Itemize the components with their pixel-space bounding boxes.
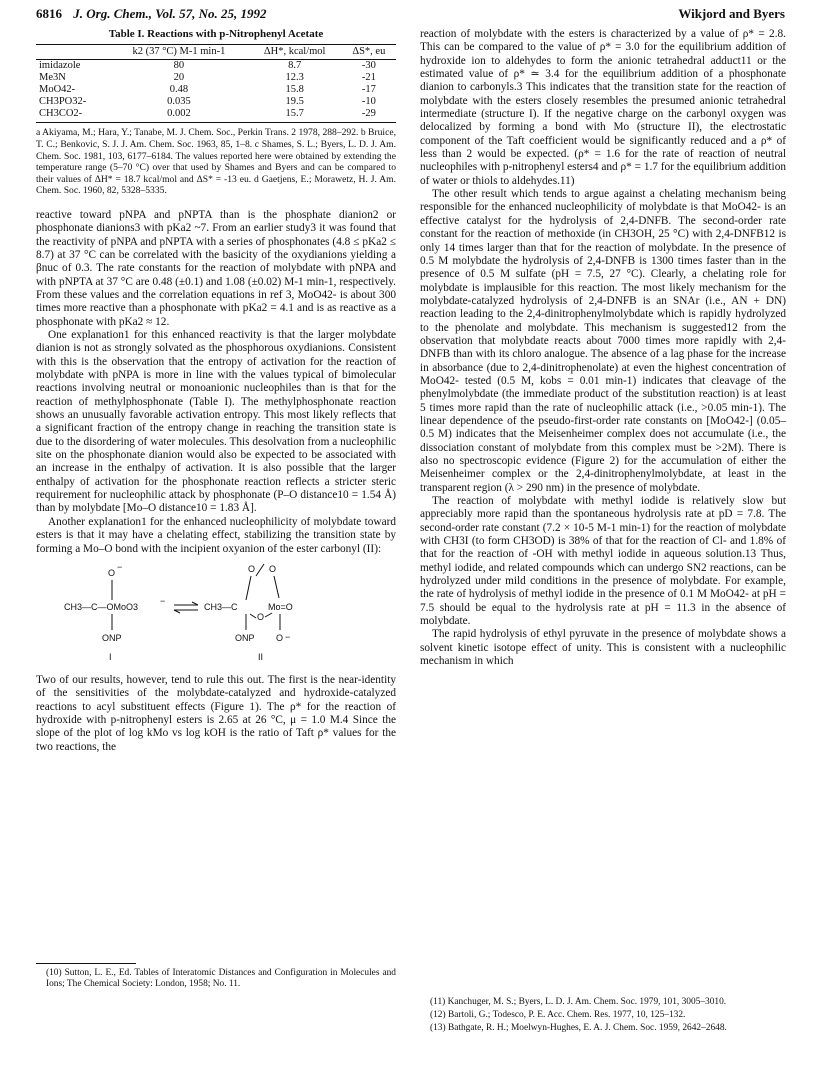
struct1-o-top: O: [108, 567, 116, 578]
struct2-label: II: [258, 651, 264, 662]
table-cell: 0.48: [169, 84, 189, 96]
table-header-cell: k2 (37 °C) M-1 min-1: [110, 45, 248, 60]
page-number: 6816: [36, 6, 62, 21]
footnote: (13) Bathgate, R. H.; Moelwyn-Hughes, E. A. J. Chem. Soc. 1959, 2642–2648.: [430, 1023, 727, 1034]
table-cell: 12.3: [285, 72, 304, 84]
table-cell: 0.035: [167, 96, 191, 108]
table-cell: -29: [342, 108, 396, 123]
struct1-chain: CH3—C—OMoO3: [64, 601, 139, 612]
table-row: [36, 72, 396, 84]
right-column: [420, 28, 786, 669]
table-cell: Me3N: [39, 72, 66, 84]
struct2-bond-c-o3: [250, 614, 256, 618]
body-paragraph: The other result which tends to argue against a chelating mechanism being responsible for the enhanced nucleophilicity of molybdate is that MoO42- is an effective catalyst for the hydrolysis of 2,4-DNFB. The second-order rate constant for the reaction of methoxide (in CH3OH, 25 °C) with 2,4-DNFB12 is only 14 times larger than that for the reaction of molybdate. In the presence of 0.5 M molybdate the hydrolysis of 2,4-DNFB is 1300 times faster than in the presence of 0.5 M sulfate (pH = 7.5, 27 °C). Clearly, a chelating role for molybdate is implausible for this reaction. The most likely mechanism for the molybdate-catalyzed hydrolysis of 2,4-DNFB is an SNAr (i.e., AN + DN) reaction leading to the 2,4-dinitrophenylmolybdate which is rapidly hydrolyzed to the phenolate and molybdate. This mechanism is suggested12 from the observation that molybdate reacts about 7000 times more rapidly with 2,4-DNFB than with its chloro analogue. The absence of a lag phase for the increase in absorbance (due to 2,4-dinitrophenolate) at even the highest concentration of MoO42- tested (0.5 M, kobs = 0.01 min-1) indicates that cleavage of the phenylmolybdate (the immediate product of the substitution reaction) is at least 5 times more rapid than the rate of nucleophilic attack (i.e., >0.05 min-1). The linear dependence of the pseudo-first-order rate constants on [MoO42-] (0.05–0.5 M) indicates that the Meisenheimer complex does not accumulate (i.e., the dissociation constant of molybdate from this complex must be >2M). There is also no spectroscopic evidence (Figure 2) for the accumulation of either the Meisenheimer complex or the 2,4-dinitrophenylmolybdate, at least in the transparent region (λ > 290 nm) in the presence of molybdate.: [420, 188, 786, 494]
footnote-divider: [36, 963, 136, 964]
body-paragraph: Two of our results, however, tend to rule this out. The first is the near-identity of the sensitivities of the molybdate-catalyzed and hydroxide-catalyzed reactions to acyl substituent effects (Figure 1). The ρ* for the reaction of hydroxide with p-nitrophenyl esters is 2.65 at 26 °C, μ = 1.0 M.4 Since the slope of the plot of log kMo vs log kOH is the ratio of Taft ρ* values for the two reactions, the: [36, 673, 396, 753]
chemical-structures: [36, 560, 396, 668]
table-row: [36, 60, 396, 73]
struct1-label: I: [109, 651, 112, 662]
struct2-chain: CH3—C: [204, 601, 238, 612]
body-paragraph: reactive toward pNPA and pNPTA than is the phosphate dianion2 or phosphonate dianions3 with pKa2 ~7. From an earlier study3 it was found that the reactivity of pNPA and pNPTA with a series of phosphonates (4.8 ≤ pKa2 ≤ 8.7) at 37 °C can be correlated with the basicity of the oxydianions yielding a βnuc of 0.3. The rate constants for the reaction of molybdate with pNPA and with pNPTA at 37 °C are 0.48 (±0.1) and 1.08 (±0.02) M-1 min-1, respectively. From these values and the correlation equations in ref 3, MoO42- is about 300 times more reactive than a phosphonate with pKa2 = 4.1 and is as reactive as a phosphonate with pKa2 ≈ 12.: [36, 208, 396, 328]
table-cell: CH3CO2-: [36, 108, 110, 123]
struct2-charge: −: [285, 631, 291, 642]
footnotes-left: [36, 963, 396, 992]
table-cell: -17: [361, 84, 376, 96]
table-cell: 0.002: [110, 108, 248, 123]
struct2-o4: O: [276, 632, 284, 643]
body-paragraph: reaction of molybdate with the esters is characterized by a value of ρ* = 2.8. This can be compared to the value of ρ* = 3.0 for the equilibrium addition of hydroxide ion to aldehydes to form the anionic tetrahedral adduct11 or the estimated value of ρ* ≃ 3.4 for the equilibrium addition of a phosphonate dianion to carbonyls.3 This indicates that the transition state for the reaction of molybdate with the esters closely resembles the presumed anionic tetrahedral intermediate (structure I). If the negative charge on the carbonyl oxygen was delocalized by forming a bond with Mo (structure II), the electrostatic component of the Taft coefficient would be significantly reduced and a ρ* of less than 2 would be expected. (ρ* = 1.6 for the rate of reaction of neutral nucleophiles with p-nitrophenyl esters4 and ρ* = 1.7 for the equilibrium addition of water or thiols to aldehydes.11): [420, 28, 786, 187]
footnote: (11) Kanchuger, M. S.; Byers, L. D. J. Am. Chem. Soc. 1979, 101, 3005–3010.: [430, 997, 727, 1007]
table-row: [36, 96, 396, 108]
table-cell: CH3PO32-: [39, 96, 87, 108]
table-cell: 15.8: [285, 84, 304, 96]
reaction-table: [36, 44, 396, 123]
struct2-bond-o1-o2: [256, 564, 264, 576]
table-cell: MoO42-: [39, 84, 76, 96]
table-caption: Table I. Reactions with p-Nitrophenyl Acetate: [108, 28, 324, 40]
struct2-bond-c-o1: [246, 576, 251, 600]
table-cell: -21: [361, 72, 376, 84]
left-column: [36, 28, 396, 754]
body-paragraph: The rapid hydrolysis of ethyl pyruvate in the presence of molybdate shows a solvent kinetic isotope effect of unity. This is consistent with a nucleophilic mechanism in which: [420, 628, 786, 668]
body-paragraph: One explanation1 for this enhanced reactivity is that the larger molybdate dianion is not as strongly solvated as the phosphorous oxydianions. Consistent with this is the observation that the entropy of activation for the reaction of molybdate with pNPA is more in line with the values typical of bimolecular reactions involving neutral or monoanionic nucleophiles than is that for the reaction of methylphosphonate (Table I). The methylphosphonate reaction shows an unusually favorable activation entropy. This most likely reflects that a significant fraction of the entropy change in reaching the transition state is due to the disordering of water molecules. This desolvation from a nucleophilic site on the phosphonate dianion would also be expected to be associated with an increase in the enthalpy of activation. It is also possible that the larger enthalpy of activation for the phosphonate reaction reflects a stricter steric requirement for nucleophilic attack by phosphonate (P–O distance10 = 1.54 Å) than by molybdate [Mo–O distance10 = 1.83 Å].: [36, 329, 396, 515]
table-cell: 20: [173, 72, 185, 84]
table-cell: 80: [173, 60, 185, 72]
table-cell: -30: [361, 60, 376, 72]
footnote: (10) Sutton, L. E., Ed. Tables of Interatomic Distances and Configuration in Molecules and Ions; The Chemical Society: London, 1958; No. 11.: [46, 968, 396, 990]
running-head-left: [36, 6, 266, 22]
table-header-cell: ΔH*, kcal/mol: [248, 45, 342, 60]
struct2-o2: O: [269, 563, 277, 574]
structure-diagram: [36, 560, 396, 668]
struct2-mo: Mo=O: [268, 601, 293, 612]
struct2-o3: O: [257, 611, 265, 622]
table-row: [36, 84, 396, 96]
struct1-charge-top: −: [117, 561, 123, 572]
body-paragraph: Another explanation1 for the enhanced nucleophilicity of molybdate toward esters is that it may have a chelating effect, stabilizing the transition state by forming a Mo–O bond with the incipient oxyanion of the ester carbonyl (II):: [36, 515, 396, 555]
journal-citation: J. Org. Chem., Vol. 57, No. 25, 1992: [73, 6, 267, 21]
struct2-o1: O: [248, 563, 256, 574]
body-paragraph: The reaction of molybdate with methyl iodide is relatively slow but appreciably more rapid than the spontaneous hydrolysis rate at pD = 7.8. The second-order rate constant (7.2 × 10-5 M-1 min-1) for the reaction of molybdate with CH3I (to form CH3OD) is 38% of that for the reaction of Cl- and 1.8% of that for the reaction of -OH with methyl iodide in aqueous solution.13 Thus, methyl iodide, and related compounds which can undergo SN2 reactions, can be hydrolyzed under mild conditions in the presence of molybdate. For example, the rate of hydrolysis of methyl iodide in the presence of 0.1 M MoO42- at pH = 7.5 should be equal to the hydrolysis rate at pH = 11.3 in the absence of molybdate.: [420, 495, 786, 628]
table-cell: 8.7: [288, 60, 302, 72]
table-cell: 15.7: [248, 108, 342, 123]
table-cell: imidazole: [39, 60, 81, 72]
table-row: [36, 108, 396, 123]
table-header-cell: ΔS*, eu: [342, 45, 396, 60]
footnotes-right: [420, 997, 786, 1037]
table-cell: 19.5: [285, 96, 304, 108]
struct1-charge-right: −: [160, 595, 166, 606]
running-head-authors: Wikjord and Byers: [678, 6, 785, 21]
running-head: [36, 6, 785, 26]
table-header-cell: [36, 45, 110, 60]
struct2-bond-o2-mo: [274, 576, 279, 598]
table-cell: -10: [361, 96, 376, 108]
struct2-bond-o3-mo: [265, 613, 272, 617]
struct2-onp: ONP: [235, 632, 255, 643]
table-footnote: a Akiyama, M.; Hara, Y.; Tanabe, M. J. Chem. Soc., Perkin Trans. 2 1978, 288–292. b Bruice, T. C.; Benkovic, S. J. J. Am. Chem. Soc. 1963, 85, 1–8. c Shames, S. L.; Byers, L. D. J. Am. Chem. Soc. 1981, 103, 6177–6184. The values reported here were obtained by extending the temperature range (5–70 °C) over that used by Shames and Byers and can be compared to their values of ΔH* = 18.7 kcal/mol and ΔS* = -13 eu. d Gaetjens, E.; Morawetz, H. J. Am. Chem. Soc. 1960, 82, 5328–5335.: [36, 127, 396, 197]
struct1-onp: ONP: [102, 632, 122, 643]
footnote: (12) Bartoli, G.; Todesco, P. E. Acc. Chem. Res. 1977, 10, 125–132.: [430, 1010, 686, 1021]
